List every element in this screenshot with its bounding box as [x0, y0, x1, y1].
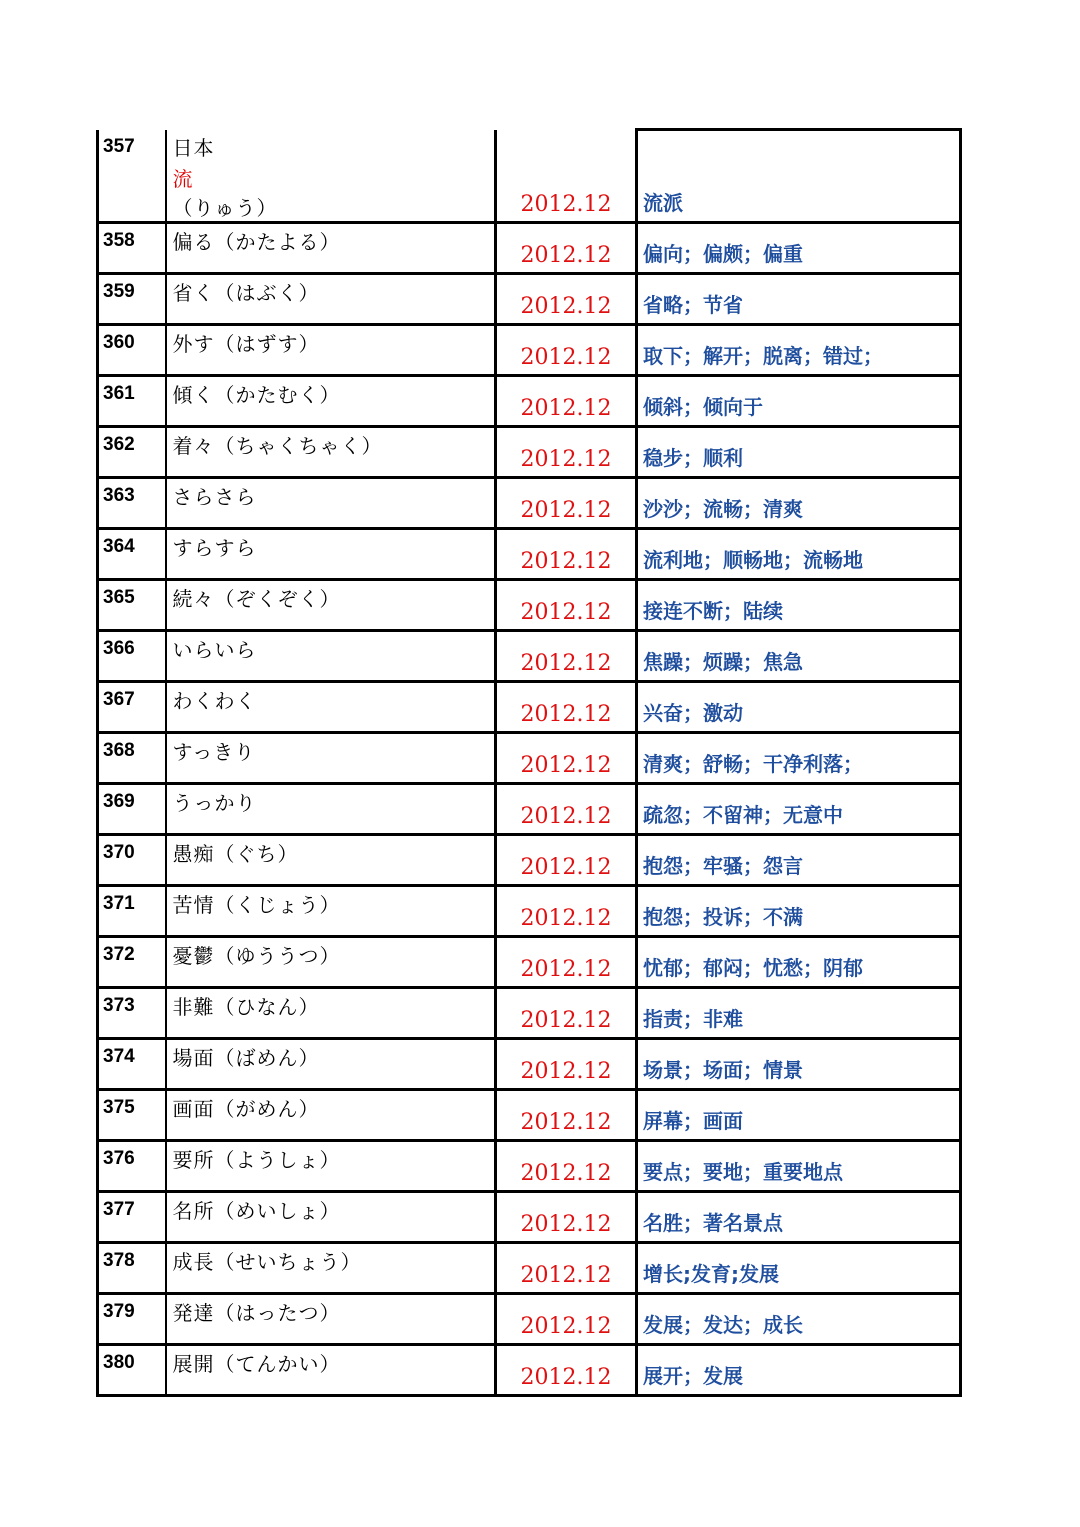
entry-number: 361 [103, 382, 135, 404]
meaning-cell [637, 987, 961, 1038]
meaning-text: 抱怨；牢骚；怨言 [643, 853, 803, 878]
entry-number: 364 [103, 535, 135, 557]
meaning-text: 稳步；顺利 [643, 445, 743, 470]
table-row [98, 324, 961, 375]
meaning-cell [637, 1089, 961, 1140]
word-cell [166, 783, 496, 834]
date-cell [496, 324, 637, 375]
meaning-cell [637, 885, 961, 936]
entry-number-cell [98, 630, 166, 681]
date-cell [496, 1293, 637, 1344]
meaning-text: 倾斜；倾向于 [643, 394, 763, 419]
word-text: すらすら [172, 535, 257, 560]
word-text [173, 132, 495, 221]
word-text: 苦情（くじょう） [172, 892, 341, 917]
meaning-text: 展开；发展 [643, 1363, 743, 1388]
meaning-text: 省略；节省 [643, 292, 743, 317]
entry-number-cell [98, 426, 166, 477]
entry-number-cell [98, 375, 166, 426]
table-row [98, 1191, 961, 1242]
word-cell [166, 1191, 496, 1242]
entry-number-cell [98, 579, 166, 630]
meaning-text: 清爽；舒畅；干净利落； [643, 751, 863, 776]
meaning-text: 发展；发达；成长 [643, 1312, 803, 1337]
date-cell [496, 834, 637, 885]
word-text: 続々（ぞくぞく） [172, 586, 341, 611]
word-text: 着々（ちゃくちゃく） [172, 433, 383, 458]
word-cell [166, 324, 496, 375]
date-cell [496, 1089, 637, 1140]
table-row [98, 630, 961, 681]
date-text: 2012.12 [520, 701, 612, 727]
date-text: 2012.12 [520, 1109, 612, 1135]
date-text: 2012.12 [520, 1313, 612, 1339]
meaning-text: 要点；要地；重要地点 [643, 1159, 843, 1184]
word-cell [166, 1242, 496, 1293]
date-text: 2012.12 [520, 1058, 612, 1084]
meaning-text: 取下；解开；脱离；错过； [643, 343, 883, 368]
word-cell [166, 936, 496, 987]
entry-number: 377 [103, 1198, 135, 1220]
entry-number: 369 [103, 790, 135, 812]
date-text: 2012.12 [520, 395, 612, 421]
entry-number-cell [98, 834, 166, 885]
meaning-cell [637, 783, 961, 834]
date-text: 2012.12 [520, 905, 612, 931]
meaning-cell [637, 426, 961, 477]
date-text: 2012.12 [520, 650, 612, 676]
date-cell [496, 1191, 637, 1242]
table-row [98, 834, 961, 885]
meaning-text: 疏忽；不留神；无意中 [643, 802, 843, 827]
table-row [98, 426, 961, 477]
table-row [98, 528, 961, 579]
entry-number: 380 [103, 1351, 135, 1373]
entry-number: 363 [103, 484, 135, 506]
meaning-cell [637, 477, 961, 528]
entry-number: 374 [103, 1045, 135, 1067]
meaning-text: 名胜；著名景点 [643, 1210, 783, 1235]
date-cell [496, 936, 637, 987]
word-cell [166, 375, 496, 426]
word-cell [166, 426, 496, 477]
word-cell [166, 477, 496, 528]
entry-number: 360 [103, 331, 135, 353]
word-text: 省く（はぶく） [172, 280, 320, 305]
meaning-cell [637, 1140, 961, 1191]
date-text: 2012.12 [520, 497, 612, 523]
meaning-text: 增长;发育;发展 [643, 1261, 779, 1286]
word-cell [166, 1089, 496, 1140]
date-cell [496, 681, 637, 732]
entry-number-cell [98, 1140, 166, 1191]
date-text: 2012.12 [520, 803, 612, 829]
meaning-cell [637, 630, 961, 681]
entry-number: 358 [103, 229, 135, 251]
date-cell [496, 1344, 637, 1395]
entry-number-cell [98, 936, 166, 987]
entry-number: 359 [103, 280, 135, 302]
date-cell [496, 375, 637, 426]
date-text: 2012.12 [520, 1211, 612, 1237]
meaning-text: 焦躁；烦躁；焦急 [643, 649, 803, 674]
date-text: 2012.12 [520, 752, 612, 778]
entry-number: 379 [103, 1300, 135, 1322]
table-row [98, 987, 961, 1038]
table-row [98, 1038, 961, 1089]
entry-number: 368 [103, 739, 135, 761]
meaning-cell [637, 528, 961, 579]
word-text: 成長（せいちょう） [172, 1249, 362, 1274]
meaning-cell [637, 1344, 961, 1395]
word-cell [166, 1293, 496, 1344]
table-row [98, 1344, 961, 1395]
meaning-cell [637, 1038, 961, 1089]
word-text: 名所（めいしょ） [172, 1198, 341, 1223]
date-text: 2012.12 [520, 293, 612, 319]
date-cell [496, 1242, 637, 1293]
word-text: 場面（ばめん） [172, 1045, 320, 1070]
meaning-text: 场景；场面；情景 [643, 1057, 803, 1082]
entry-number-cell [98, 1293, 166, 1344]
entry-number-cell [98, 130, 166, 223]
date-cell [496, 426, 637, 477]
date-text: 2012.12 [520, 854, 612, 880]
date-text: 2012.12 [520, 599, 612, 625]
meaning-text: 指责；非难 [643, 1006, 743, 1031]
word-cell [166, 630, 496, 681]
table-row [98, 1089, 961, 1140]
entry-number-cell [98, 528, 166, 579]
entry-number-cell [98, 1089, 166, 1140]
table-row [98, 222, 961, 273]
table-row [98, 273, 961, 324]
meaning-text: 偏向；偏颇；偏重 [643, 241, 803, 266]
entry-number: 365 [103, 586, 135, 608]
meaning-cell [637, 1191, 961, 1242]
word-text: 非難（ひなん） [172, 994, 320, 1019]
entry-number-cell [98, 477, 166, 528]
word-cell [166, 1038, 496, 1089]
date-text: 2012.12 [520, 1262, 612, 1288]
word-text: すっきり [172, 739, 256, 764]
date-text: 2012.12 [520, 191, 612, 217]
date-cell [496, 630, 637, 681]
table-row [98, 1293, 961, 1344]
table-row [98, 1242, 961, 1293]
vocabulary-table [96, 128, 962, 1397]
meaning-cell [637, 222, 961, 273]
table-row [98, 681, 961, 732]
date-text: 2012.12 [520, 344, 612, 370]
word-text: 憂鬱（ゆううつ） [172, 943, 341, 968]
entry-number: 378 [103, 1249, 135, 1271]
meaning-text: 接连不断；陆续 [643, 598, 783, 623]
meaning-text: 抱怨；投诉；不满 [643, 904, 803, 929]
word-text: うっかり [172, 790, 257, 815]
word-text: いらいら [172, 637, 257, 662]
entry-number: 373 [103, 994, 135, 1016]
word-cell [166, 1140, 496, 1191]
entry-number: 366 [103, 637, 135, 659]
word-text: 偏る（かたよる） [172, 229, 341, 254]
entry-number-cell [98, 324, 166, 375]
entry-number: 371 [103, 892, 135, 914]
entry-number-cell [98, 681, 166, 732]
entry-number-cell [98, 987, 166, 1038]
meaning-cell [637, 579, 961, 630]
table-row [98, 375, 961, 426]
word-text: 要所（ようしょ） [172, 1147, 341, 1172]
word-text: 発達（はったつ） [172, 1300, 341, 1325]
meaning-cell [637, 936, 961, 987]
date-cell [496, 477, 637, 528]
word-prefix: 日本 [172, 135, 215, 160]
date-text: 2012.12 [520, 242, 612, 268]
table-row [98, 1140, 961, 1191]
date-cell [496, 885, 637, 936]
date-cell [496, 1038, 637, 1089]
word-cell [166, 834, 496, 885]
entry-number-cell [98, 1344, 166, 1395]
meaning-cell [637, 130, 961, 223]
word-text: 展開（てんかい） [172, 1351, 341, 1376]
meaning-text: 流利地；顺畅地；流畅地 [643, 547, 863, 572]
table-row [98, 579, 961, 630]
meaning-cell [637, 324, 961, 375]
word-cell [166, 579, 496, 630]
word-text: 傾く（かたむく） [172, 382, 341, 407]
date-text: 2012.12 [520, 956, 612, 982]
entry-number: 370 [103, 841, 135, 863]
meaning-cell [637, 732, 961, 783]
date-cell [496, 130, 637, 223]
word-cell [166, 273, 496, 324]
entry-number: 376 [103, 1147, 135, 1169]
entry-number: 357 [103, 135, 135, 157]
word-suffix: （りゅう） [172, 195, 278, 220]
word-cell [166, 528, 496, 579]
word-cell [166, 732, 496, 783]
date-text: 2012.12 [520, 548, 612, 574]
entry-number-cell [98, 732, 166, 783]
entry-number: 367 [103, 688, 135, 710]
table-row [98, 477, 961, 528]
entry-number: 375 [103, 1096, 135, 1118]
date-text: 2012.12 [520, 1007, 612, 1033]
date-cell [496, 1140, 637, 1191]
entry-number-cell [98, 1191, 166, 1242]
word-text: さらさら [172, 484, 257, 509]
word-cell [166, 885, 496, 936]
word-text: 外す（はずす） [172, 331, 320, 356]
date-cell [496, 732, 637, 783]
date-text: 2012.12 [520, 1160, 612, 1186]
word-cell [166, 222, 496, 273]
date-cell [496, 579, 637, 630]
word-text: 愚痴（ぐち） [172, 841, 299, 866]
entry-number: 372 [103, 943, 135, 965]
meaning-text: 屏幕；画面 [643, 1108, 743, 1133]
entry-number-cell [98, 783, 166, 834]
meaning-cell [637, 375, 961, 426]
meaning-cell [637, 273, 961, 324]
table-row [98, 130, 961, 223]
date-text: 2012.12 [520, 1364, 612, 1390]
word-cell [166, 987, 496, 1038]
date-cell [496, 273, 637, 324]
meaning-cell [637, 834, 961, 885]
word-cell [166, 1344, 496, 1395]
date-cell [496, 528, 637, 579]
date-cell [496, 987, 637, 1038]
word-highlight: 流 [172, 166, 194, 191]
meaning-text: 兴奋；激动 [643, 700, 743, 725]
date-text: 2012.12 [520, 446, 612, 472]
meaning-text: 忧郁；郁闷；忧愁；阴郁 [643, 955, 863, 980]
vocabulary-table-body [98, 130, 961, 1396]
table-row [98, 936, 961, 987]
entry-number-cell [98, 885, 166, 936]
table-row [98, 885, 961, 936]
entry-number-cell [98, 1242, 166, 1293]
meaning-cell [637, 681, 961, 732]
meaning-cell [637, 1242, 961, 1293]
meaning-text: 沙沙；流畅；清爽 [643, 496, 803, 521]
meaning-text: 流派 [643, 190, 683, 215]
date-cell [496, 222, 637, 273]
word-cell [166, 681, 496, 732]
word-text: わくわく [172, 688, 257, 713]
entry-number-cell [98, 1038, 166, 1089]
entry-number-cell [98, 273, 166, 324]
word-text: 画面（がめん） [172, 1096, 320, 1121]
table-row [98, 732, 961, 783]
table-row [98, 783, 961, 834]
date-cell [496, 783, 637, 834]
word-cell [166, 130, 496, 223]
entry-number: 362 [103, 433, 135, 455]
entry-number-cell [98, 222, 166, 273]
meaning-cell [637, 1293, 961, 1344]
